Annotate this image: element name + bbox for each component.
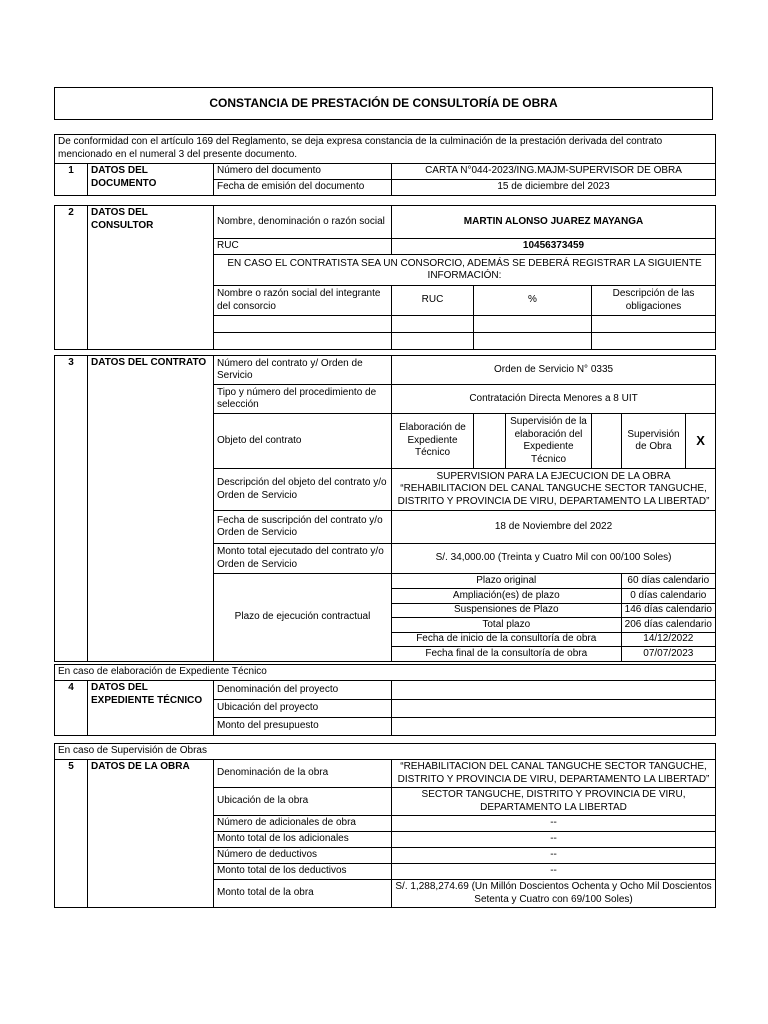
consultant-name-label: Nombre, denominación o razón social <box>214 206 392 239</box>
description-label: Descripción del objeto del contrato y/o Orden de Servicio <box>214 469 392 511</box>
section-5-caption: En caso de Supervisión de Obras <box>55 744 716 760</box>
additionals-count-value: -- <box>392 816 716 832</box>
term-row-label: Ampliación(es) de plazo <box>392 589 621 604</box>
work-name-value: “REHABILITACION DEL CANAL TANGUCHE SECTOR TANGUCHE, DISTRITO Y PROVINCIA DE VIRU, DEPARTAMENTO LA LIBERTAD” <box>392 760 716 788</box>
objeto-checkbox-expediente <box>474 414 506 469</box>
objeto-option-expediente: Elaboración de Expediente Técnico <box>392 414 474 469</box>
section-4-heading: DATOS DEL EXPEDIENTE TÉCNICO <box>88 681 214 736</box>
term-cell <box>392 574 716 662</box>
term-row-value: 14/12/2022 <box>621 632 715 647</box>
work-location-label: Ubicación de la obra <box>214 788 392 816</box>
section-2-heading: DATOS DEL CONSULTOR <box>88 206 214 350</box>
term-row-value: 07/07/2023 <box>621 647 715 662</box>
objeto-label: Objeto del contrato <box>214 414 392 469</box>
procedure-value: Contratación Directa Menores a 8 UIT <box>392 385 716 414</box>
work-total-label: Monto total de la obra <box>214 880 392 908</box>
doc-date-value: 15 de diciembre del 2023 <box>392 180 716 196</box>
doc-number-label: Número del documento <box>214 164 392 180</box>
additionals-amount-label: Monto total de los adicionales <box>214 832 392 848</box>
consorcio-header-percent: % <box>474 286 592 316</box>
section-5-table <box>54 743 716 908</box>
consorcio-header-obligations: Descripción de las obligaciones <box>592 286 716 316</box>
consorcio-empty-cell <box>592 333 716 350</box>
section-4-caption: En caso de elaboración de Expediente Técnico <box>55 665 716 681</box>
section-1-number: 1 <box>55 164 88 196</box>
contract-number-label: Número del contrato y/ Orden de Servicio <box>214 356 392 385</box>
description-value: SUPERVISION PARA LA EJECUCION DE LA OBRA “REHABILITACION DEL CANAL TANGUCHE SECTOR TANGUCHE, DISTRITO Y PROVINCIA DE VIRU, DEPARTAMENTO LA LIBERTAD” <box>392 469 716 511</box>
section-2-table <box>54 205 716 350</box>
project-name-value <box>392 681 716 700</box>
term-label: Plazo de ejecución contractual <box>214 574 392 662</box>
section-1-table <box>54 134 716 196</box>
deductives-count-value: -- <box>392 848 716 864</box>
intro-text: De conformidad con el artículo 169 del Reglamento, se deja expresa constancia de la culminación de la prestación derivada del contrato mencionado en el numeral 3 del presente documento. <box>55 135 716 164</box>
section-3-heading: DATOS DEL CONTRATO <box>88 356 214 662</box>
procedure-label: Tipo y número del procedimiento de selección <box>214 385 392 414</box>
consorcio-empty-cell <box>474 316 592 333</box>
section-3-table <box>54 355 716 662</box>
section-5-number: 5 <box>55 760 88 908</box>
consorcio-note: EN CASO EL CONTRATISTA SEA UN CONSORCIO, ADEMÁS SE DEBERÁ REGISTRAR LA SIGUIENTE INFORMACIÓN: <box>214 255 716 286</box>
consorcio-empty-cell <box>214 333 392 350</box>
work-total-value: S/. 1,288,274.69 (Un Millón Doscientos Ochenta y Ocho Mil Doscientos Setenta y Cuatro con 69/100 Soles) <box>392 880 716 908</box>
ruc-label: RUC <box>214 239 392 255</box>
section-4-table <box>54 664 716 736</box>
consorcio-empty-cell <box>592 316 716 333</box>
project-name-label: Denominación del proyecto <box>214 681 392 700</box>
budget-value <box>392 718 716 736</box>
project-location-label: Ubicación del proyecto <box>214 700 392 718</box>
deductives-count-label: Número de deductivos <box>214 848 392 864</box>
term-row-value: 0 días calendario <box>621 589 715 604</box>
document-title: CONSTANCIA DE PRESTACIÓN DE CONSULTORÍA DE OBRA <box>54 87 713 120</box>
consorcio-header-ruc: RUC <box>392 286 474 316</box>
deductives-amount-value: -- <box>392 864 716 880</box>
objeto-option-supervision-expediente: Supervisión de la elaboración del Expediente Técnico <box>506 414 592 469</box>
term-table <box>392 574 715 661</box>
doc-number-value: CARTA N°044-2023/ING.MAJM-SUPERVISOR DE OBRA <box>392 164 716 180</box>
additionals-count-label: Número de adicionales de obra <box>214 816 392 832</box>
total-amount-value: S/. 34,000.00 (Treinta y Cuatro Mil con 00/100 Soles) <box>392 544 716 574</box>
section-5-heading: DATOS DE LA OBRA <box>88 760 214 908</box>
term-row-label: Fecha final de la consultoría de obra <box>392 647 621 662</box>
term-row-value: 206 días calendario <box>621 618 715 633</box>
work-location-value: SECTOR TANGUCHE, DISTRITO Y PROVINCIA DE VIRU, DEPARTAMENTO LA LIBERTAD <box>392 788 716 816</box>
work-name-label: Denominación de la obra <box>214 760 392 788</box>
term-row-label: Suspensiones de Plazo <box>392 603 621 618</box>
project-location-value <box>392 700 716 718</box>
budget-label: Monto del presupuesto <box>214 718 392 736</box>
consorcio-empty-cell <box>214 316 392 333</box>
signing-date-label: Fecha de suscripción del contrato y/o Orden de Servicio <box>214 511 392 544</box>
ruc-value: 10456373459 <box>392 239 716 255</box>
doc-date-label: Fecha de emisión del documento <box>214 180 392 196</box>
section-3-number: 3 <box>55 356 88 662</box>
consorcio-empty-cell <box>474 333 592 350</box>
signing-date-value: 18 de Noviembre del 2022 <box>392 511 716 544</box>
consultant-name-value: MARTIN ALONSO JUAREZ MAYANGA <box>392 206 716 239</box>
section-4-number: 4 <box>55 681 88 736</box>
total-amount-label: Monto total ejecutado del contrato y/o Orden de Servicio <box>214 544 392 574</box>
term-row-label: Total plazo <box>392 618 621 633</box>
objeto-checkbox-supervision-obra: X <box>686 414 716 469</box>
deductives-amount-label: Monto total de los deductivos <box>214 864 392 880</box>
term-row-label: Plazo original <box>392 574 621 589</box>
consorcio-empty-cell <box>392 316 474 333</box>
section-1-heading: DATOS DEL DOCUMENTO <box>88 164 214 196</box>
section-2-number: 2 <box>55 206 88 350</box>
objeto-checkbox-supervision-expediente <box>592 414 622 469</box>
consorcio-empty-cell <box>392 333 474 350</box>
objeto-option-supervision-obra: Supervisión de Obra <box>622 414 686 469</box>
term-row-label: Fecha de inicio de la consultoría de obra <box>392 632 621 647</box>
consorcio-header-name: Nombre o razón social del integrante del consorcio <box>214 286 392 316</box>
term-row-value: 60 días calendario <box>621 574 715 589</box>
contract-number-value: Orden de Servicio N° 0335 <box>392 356 716 385</box>
additionals-amount-value: -- <box>392 832 716 848</box>
term-row-value: 146 días calendario <box>621 603 715 618</box>
